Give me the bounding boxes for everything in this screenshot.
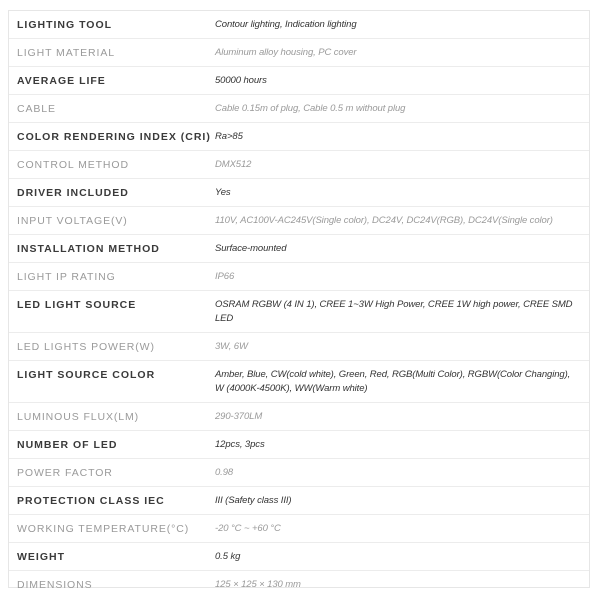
- spec-value: Surface-mounted: [207, 235, 589, 263]
- spec-label: DRIVER INCLUDED: [9, 179, 207, 207]
- spec-label: LIGHTING TOOL: [9, 11, 207, 39]
- spec-label: LED LIGHT SOURCE: [9, 291, 207, 333]
- spec-label: INPUT VOLTAGE(V): [9, 207, 207, 235]
- spec-row: [9, 571, 589, 599]
- spec-value: -20 °C ~ +60 °C: [207, 515, 589, 543]
- spec-row: [9, 207, 589, 235]
- spec-label: AVERAGE LIFE: [9, 67, 207, 95]
- spec-row: [9, 543, 589, 571]
- spec-value: Aluminum alloy housing, PC cover: [207, 39, 589, 67]
- spec-label: PROTECTION CLASS IEC: [9, 487, 207, 515]
- spec-value: 125 × 125 × 130 mm: [215, 579, 301, 590]
- spec-label: INSTALLATION METHOD: [9, 235, 207, 263]
- spec-value: Cable 0.15m of plug, Cable 0.5 m without plug: [207, 95, 589, 123]
- spec-label: LED LIGHTS POWER(W): [9, 333, 207, 361]
- spec-label: WEIGHT: [9, 543, 207, 571]
- spec-value: Yes: [207, 179, 589, 207]
- spec-row: [9, 487, 589, 515]
- spec-label: NUMBER OF LED: [9, 431, 207, 459]
- spec-value: DMX512: [207, 151, 589, 179]
- spec-row: [9, 151, 589, 179]
- specifications-table-body: [9, 11, 589, 598]
- spec-row: [9, 179, 589, 207]
- spec-value: 290-370LM: [207, 403, 589, 431]
- spec-row: [9, 67, 589, 95]
- spec-row: [9, 39, 589, 67]
- spec-label: CONTROL METHOD: [9, 151, 207, 179]
- spec-value: IP66: [207, 263, 589, 291]
- spec-row: [9, 459, 589, 487]
- spec-table-container: [8, 10, 590, 591]
- spec-row: [9, 361, 589, 403]
- spec-value: Contour lighting, Indication lighting: [207, 11, 589, 39]
- spec-value: OSRAM RGBW (4 IN 1), CREE 1~3W High Power, CREE 1W high power, CREE SMD LED: [207, 291, 589, 333]
- spec-row: [9, 431, 589, 459]
- spec-value: 3W, 6W: [207, 333, 589, 361]
- spec-label: LIGHT IP RATING: [9, 263, 207, 291]
- spec-label: CABLE: [9, 95, 207, 123]
- specifications-table: [9, 11, 589, 598]
- spec-row: [9, 515, 589, 543]
- spec-label: LIGHT MATERIAL: [9, 39, 207, 67]
- spec-label: LUMINOUS FLUX(LM): [9, 403, 207, 431]
- spec-value: Amber, Blue, CW(cold white), Green, Red, RGB(Multi Color), RGBW(Color Changing), W (4000K-4500K), WW(Warm white): [207, 361, 589, 403]
- spec-label: LIGHT SOURCE COLOR: [9, 361, 207, 403]
- spec-row: [9, 403, 589, 431]
- spec-label: DIMENSIONS: [17, 579, 93, 591]
- spec-row: [9, 333, 589, 361]
- spec-row: [9, 95, 589, 123]
- spec-value: 50000 hours: [207, 67, 589, 95]
- spec-row: [9, 11, 589, 39]
- spec-value: III (Safety class III): [207, 487, 589, 515]
- spec-value: 12pcs, 3pcs: [207, 431, 589, 459]
- spec-row: [9, 123, 589, 151]
- spec-row: [9, 291, 589, 333]
- spec-label: POWER FACTOR: [9, 459, 207, 487]
- spec-label: COLOR RENDERING INDEX (CRI): [9, 123, 207, 151]
- spec-value: Ra>85: [207, 123, 589, 151]
- spec-label: WORKING TEMPERATURE(°C): [9, 515, 207, 543]
- spec-row: [9, 263, 589, 291]
- spec-value: 110V, AC100V-AC245V(Single color), DC24V, DC24V(RGB), DC24V(Single color): [207, 207, 589, 235]
- spec-value: 0.98: [207, 459, 589, 487]
- spec-value: 0.5 kg: [207, 543, 589, 571]
- spec-row: [9, 235, 589, 263]
